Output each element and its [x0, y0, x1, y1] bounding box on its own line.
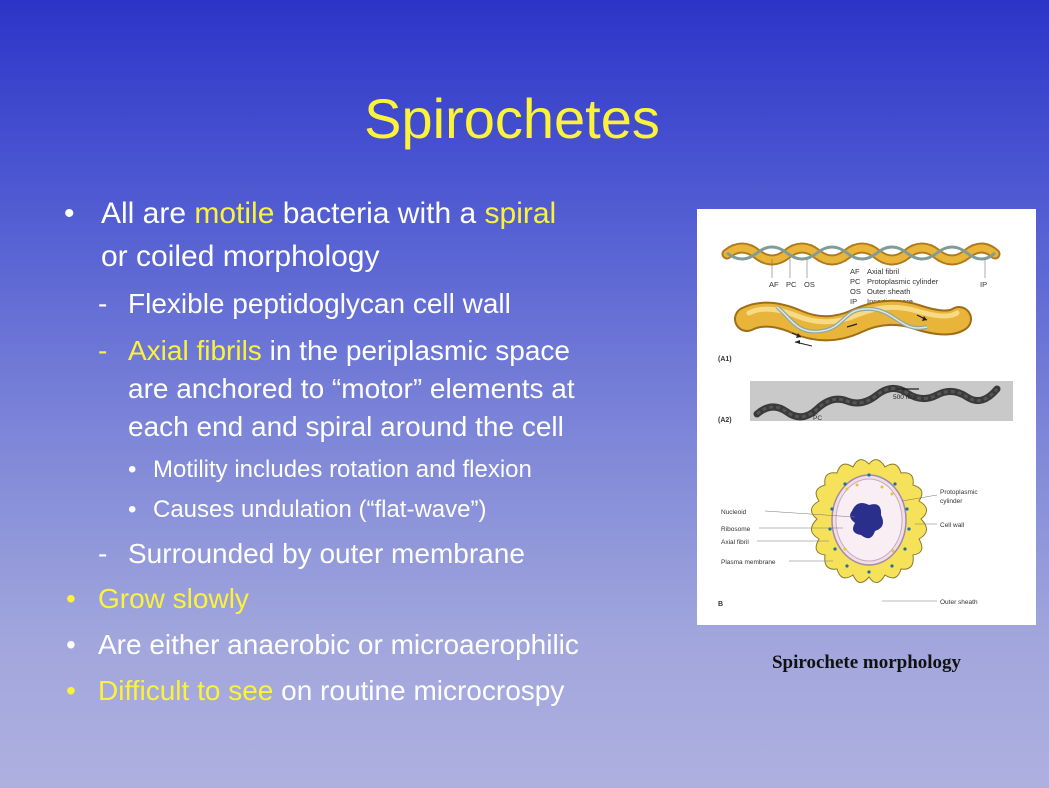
highlight-spiral: spiral [484, 197, 557, 230]
sub-cell-wall: Flexible peptidoglycan cell wall [128, 288, 511, 319]
svg-text:Axial fibril: Axial fibril [721, 539, 749, 546]
electron-micrograph [750, 381, 1013, 421]
highlight-axial-fibrils: Axial fibrils [128, 335, 262, 366]
svg-text:Protoplasmic cylinder: Protoplasmic cylinder [867, 277, 939, 286]
svg-text:Ribosome: Ribosome [721, 526, 751, 533]
bullet-marker-highlight: • [66, 583, 76, 614]
highlight-motile: motile [194, 197, 275, 230]
svg-text:Plasma membrane: Plasma membrane [721, 559, 776, 566]
label-os: OS [804, 280, 815, 289]
spirochete-morphology-figure [697, 209, 1036, 625]
panel-label-b: B [718, 601, 724, 608]
sub-axial-fibrils-line2: are anchored to “motor” elements at [128, 373, 575, 404]
svg-text:Cell wall: Cell wall [940, 522, 965, 529]
sub-outer-membrane: Surrounded by outer membrane [128, 538, 525, 569]
bullet-motile-spiral: All are motile bacteria with a spiral [101, 197, 557, 230]
scale-bar-label: 500 nm [893, 394, 915, 401]
bullet-grow-slowly: Grow slowly [98, 583, 249, 614]
svg-text:OS: OS [850, 287, 861, 296]
svg-text:Protoplasmic: Protoplasmic [940, 489, 978, 496]
svg-text:Outer sheath: Outer sheath [867, 287, 911, 296]
svg-text:Insertion pore: Insertion pore [867, 297, 913, 306]
sub-axial-fibrils-line3: each end and spiral around the cell [128, 411, 564, 442]
small-bullet-marker: • [128, 456, 137, 483]
figure-caption: Spirochete morphology [771, 652, 962, 673]
panel-label-a1: (A1) [718, 356, 732, 363]
svg-text:Outer sheath: Outer sheath [940, 599, 978, 606]
bullet-marker: • [64, 197, 75, 230]
tertiary-motility: Motility includes rotation and flexion [153, 456, 532, 483]
bullet-marker-highlight: • [66, 675, 76, 706]
dash-marker: - [98, 288, 108, 319]
bullet-difficult-to-see: Difficult to see on routine microcrospy [98, 675, 565, 706]
svg-text:Axial fibril: Axial fibril [867, 267, 900, 276]
svg-text:cylinder: cylinder [940, 498, 963, 505]
coiled-spirochete-thin [727, 247, 995, 260]
dash-marker-highlight: - [98, 335, 108, 366]
highlight-difficult-to-see: Difficult to see [98, 675, 274, 706]
spirochete-cell-thick [747, 307, 959, 346]
bullet-motile-spiral-line2: or coiled morphology [101, 240, 380, 273]
dash-marker: - [98, 538, 108, 569]
bullet-marker: • [66, 629, 76, 660]
bullet-anaerobic: Are either anaerobic or microaerophilic [98, 629, 579, 660]
label-pc-a2: PC [813, 415, 823, 422]
label-ip: IP [980, 280, 988, 289]
small-bullet-marker: • [128, 496, 137, 523]
tertiary-undulation: Causes undulation (“flat-wave”) [153, 496, 487, 523]
sub-axial-fibrils: Axial fibrils in the periplasmic space [128, 335, 570, 366]
svg-text:AF: AF [850, 267, 860, 276]
svg-text:Nucleoid: Nucleoid [721, 509, 747, 516]
svg-text:PC: PC [850, 277, 861, 286]
label-pc: PC [786, 280, 797, 289]
panel-label-a2: (A2) [718, 417, 732, 424]
label-af: AF [769, 280, 779, 289]
svg-text:IP: IP [850, 297, 858, 306]
cross-section-diagram [811, 460, 926, 583]
slide-title: Spirochetes [364, 87, 660, 150]
